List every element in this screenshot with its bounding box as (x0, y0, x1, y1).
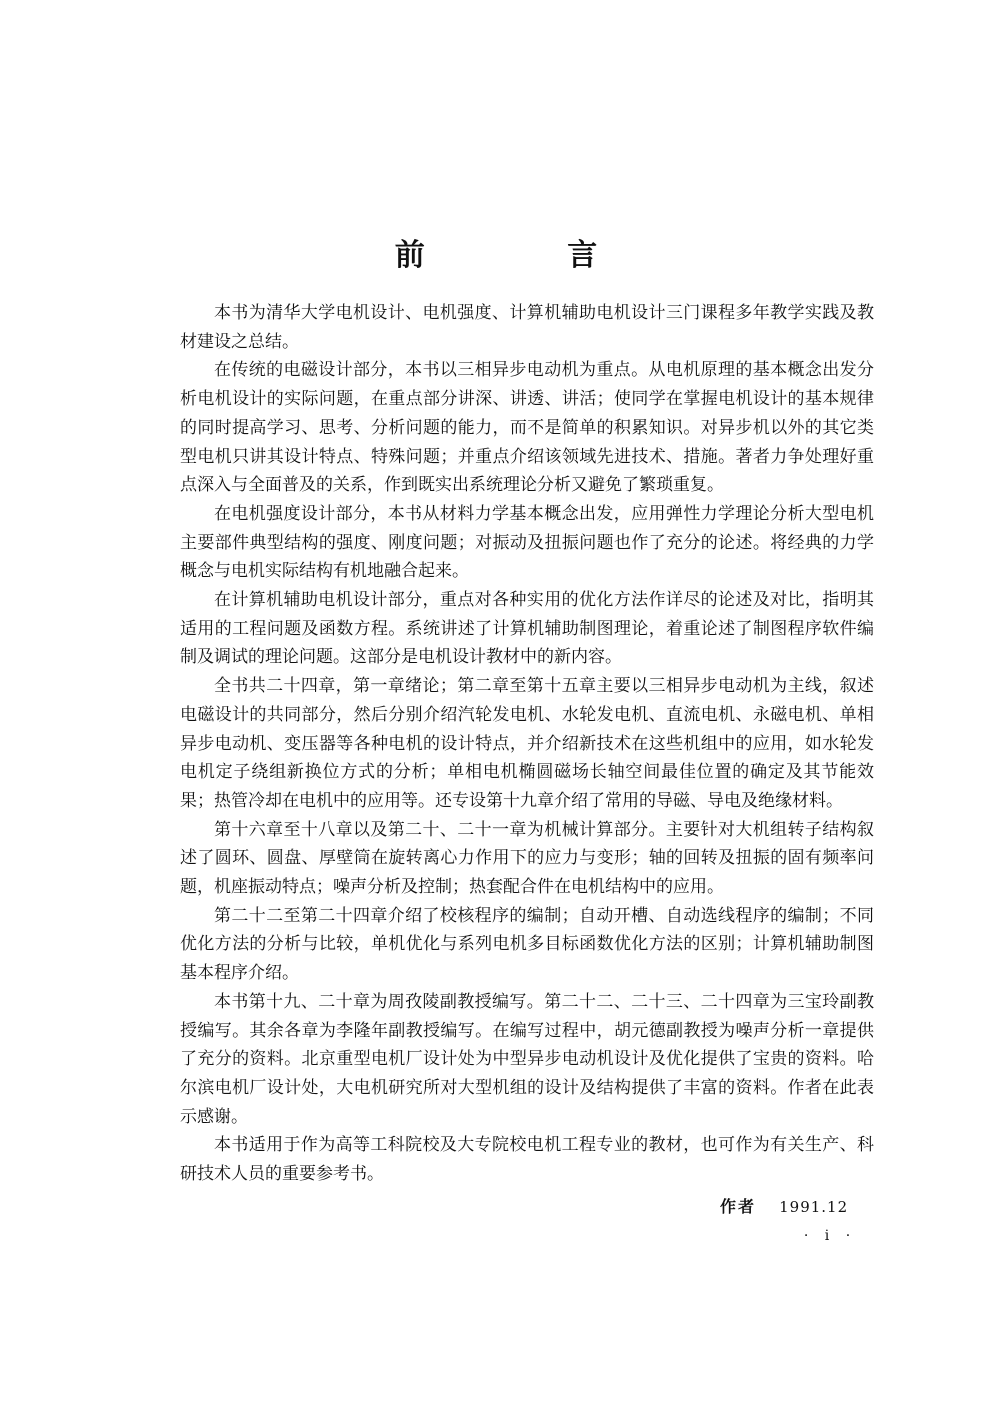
paragraph: 本书第十九、二十章为周孜陵副教授编写。第二十二、二十三、二十四章为三宝玲副教授编写。其余各章为李隆年副教授编写。在编写过程中，胡元德副教授为噪声分析一章提供了充分的资料。北京重型电机厂设计处为中型异步电动机设计及优化提供了宝贵的资料。哈尔滨电机厂设计处，大电机研究所对大型机组的设计及结构提供了丰富的资料。作者在此表示感谢。 (180, 991, 874, 1127)
signature-date: 1991.12 (779, 1198, 849, 1216)
paragraph: 全书共二十四章，第一章绪论；第二章至第十五章主要以三相异步电动机为主线，叙述电磁设计的共同部分，然后分别介绍汽轮发电机、水轮发电机、直流电机、永磁电机、单相异步电动机、变压器等各种电机的设计特点，并介绍新技术在这些机组中的应用，如水轮发电机定子绕组新换位方式的分析；单相电机椭圆磁场长轴空间最佳位置的确定及其节能效果；热管冷却在电机中的应用等。还专设第十九章介绍了常用的导磁、导电及绝缘材料。 (180, 676, 874, 811)
page-title: 前 言 (394, 238, 664, 273)
signature-line (720, 1196, 870, 1218)
body-text (180, 299, 874, 1189)
signature-author: 作者 (720, 1197, 757, 1216)
paragraph: 第二十二至第二十四章介绍了校核程序的编制；自动开槽、自动选线程序的编制；不同优化方法的分析与比较，单机优化与系列电机多目标函数优化方法的区别；计算机辅助制图基本程序介绍。 (180, 905, 874, 984)
paragraph: 第十六章至十八章以及第二十、二十一章为机械计算部分。主要针对大机组转子结构叙述了圆环、圆盘、厚壁筒在旋转离心力作用下的应力与变形；轴的回转及扭振的固有频率问题，机座振动特点；噪声分析及控制；热套配合件在电机结构中的应用。 (180, 819, 874, 898)
paragraph: 在电机强度设计部分，本书从材料力学基本概念出发，应用弹性力学理论分析大型电机主要部件典型结构的强度、刚度问题；对振动及扭振问题也作了充分的论述。将经典的力学概念与电机实际结构有机地融合起来。 (180, 503, 874, 582)
paragraph: 本书适用于作为高等工科院校及大专院校电机工程专业的教材，也可作为有关生产、科研技术人员的重要参考书。 (180, 1135, 874, 1185)
paragraph: 本书为清华大学电机设计、电机强度、计算机辅助电机设计三门课程多年教学实践及教材建设之总结。 (180, 303, 874, 352)
paragraph: 在计算机辅助电机设计部分，重点对各种实用的优化方法作详尽的论述及对比，指明其适用的工程问题及函数方程。系统讲述了计算机辅助制图理论，着重论述了制图程序软件编制及调试的理论问题。这部分是电机设计教材中的新内容。 (180, 590, 874, 668)
page-number: · i · (803, 1228, 857, 1244)
paragraph: 在传统的电磁设计部分，本书以三相异步电动机为重点。从电机原理的基本概念出发分析电机设计的实际问题，在重点部分讲深、讲透、讲活；使同学在掌握电机设计的基本规律的同时提高学习、思考、分析问题的能力，而不是简单的积累知识。对异步机以外的其它类型电机只讲其设计特点、特殊问题；并重点介绍该领域先进技术、措施。著者力争处理好重点深入与全面普及的关系，作到既实出系统理论分析又避免了繁琐重复。 (180, 360, 874, 496)
